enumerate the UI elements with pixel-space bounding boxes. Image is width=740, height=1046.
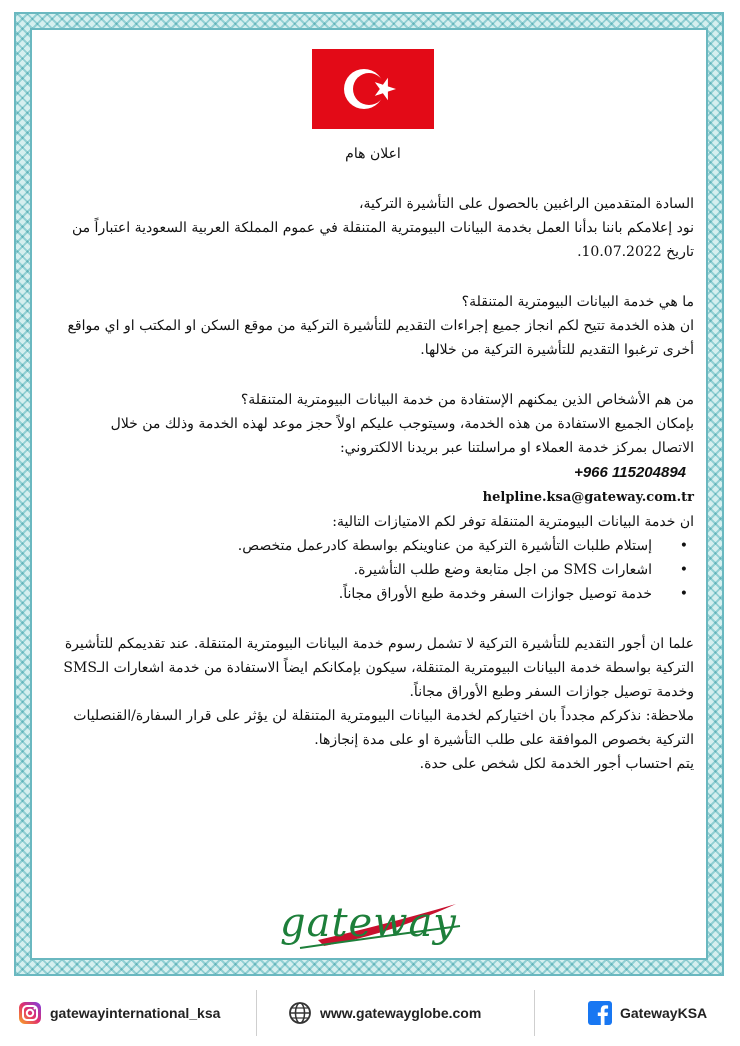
who-line: الاتصال بمركز خدمة العملاء او مراسلتنا عبر بريدنا الالكتروني:	[339, 440, 694, 456]
logo-text: gateway	[280, 900, 457, 946]
who-line: بإمكان الجميع الاستفادة من هذه الخدمة، وسيتوجب عليكم اولاً حجز موعد لهذه الخدمة وذلك من خلال	[110, 416, 694, 432]
facebook-link[interactable]	[588, 1000, 707, 1026]
footer-bar	[0, 982, 740, 1046]
note-line: يتم احتساب أجور الخدمة لكل شخص على حدة.	[419, 756, 694, 772]
facebook-icon	[588, 1001, 612, 1025]
footer-divider	[534, 990, 535, 1036]
what-is-question: ما هي خدمة البيانات البيومترية المتنقلة؟	[461, 294, 694, 310]
page-title: اعلان هام	[345, 146, 401, 162]
list-item: • خدمة توصيل جوازات السفر وخدمة طبع الأوراق مجاناً.	[38, 582, 694, 606]
what-is-line: أخرى ترغبوا التقديم للتأشيرة التركية من خلالها.	[420, 342, 694, 358]
note-line: التركية بخصوص الموافقة على طلب التأشيرة او على مدة إنجازها.	[314, 732, 694, 748]
instagram-link[interactable]	[18, 1000, 220, 1026]
intro-line: نود إعلامكم باننا بدأنا العمل بخدمة البيانات البيومترية المتنقلة في عموم المملكة العربية السعودية اعتباراً من	[71, 220, 694, 236]
who-question: من هم الأشخاص الذين يمكنهم الإستفادة من خدمة البيانات البيومترية المتنقلة؟	[240, 392, 694, 408]
instagram-handle: gatewayinternational_ksa	[50, 1005, 221, 1021]
globe-icon	[288, 1001, 312, 1025]
what-is-line: ان هذه الخدمة تتيح لكم انجاز جميع إجراءات التقديم للتأشيرة التركية من موقع السكن او المكتب او اي مواقع	[67, 318, 694, 334]
benefits-intro: ان خدمة البيانات البيومترية المتنقلة توفر لكم الامتيازات التالية:	[332, 514, 694, 530]
benefits-list	[38, 534, 694, 606]
list-item: • إستلام طلبات التأشيرة التركية من عناوينكم بواسطة كادرعمل متخصص.	[38, 534, 694, 558]
fees-line: وخدمة توصيل جوازات السفر وطبع الأوراق مجاناً.	[409, 684, 694, 700]
fees-line: التركية بواسطة خدمة البيانات البيومترية المتنقلة، سيكون بإمكانكم ايضاً الاستفادة من خدمة اشعارات الـSMS	[63, 660, 694, 676]
announcement-body	[38, 192, 694, 776]
list-item: • اشعارات SMS من اجل متابعة وضع طلب التأشيرة.	[38, 558, 694, 582]
email-link[interactable]: helpline.ksa@gateway.com.tr	[482, 490, 694, 505]
footer-divider	[256, 990, 257, 1036]
instagram-icon	[18, 1001, 42, 1025]
turkish-flag-icon	[312, 49, 434, 129]
phone-number[interactable]: +966 115204894	[574, 464, 686, 481]
website-link[interactable]	[288, 1000, 481, 1026]
turkish-flag	[312, 49, 434, 129]
gateway-logo	[280, 896, 470, 956]
intro-line: تاريخ 10.07.2022.	[577, 244, 694, 260]
fees-line: علما ان أجور التقديم للتأشيرة التركية لا تشمل رسوم خدمة البيانات البيومترية المتنقلة. عند تقديمكم للتأشيرة	[64, 636, 694, 652]
intro-greeting: السادة المتقدمين الراغبين بالحصول على التأشيرة التركية،	[358, 196, 694, 212]
facebook-handle: GatewayKSA	[620, 1005, 708, 1021]
note-line: ملاحظة: نذكركم مجدداً بان اختياركم لخدمة البيانات البيومترية المتنقلة لن يؤثر على قرار السفارة/القنصليات	[73, 708, 694, 724]
website-url: www.gatewayglobe.com	[320, 1005, 482, 1021]
